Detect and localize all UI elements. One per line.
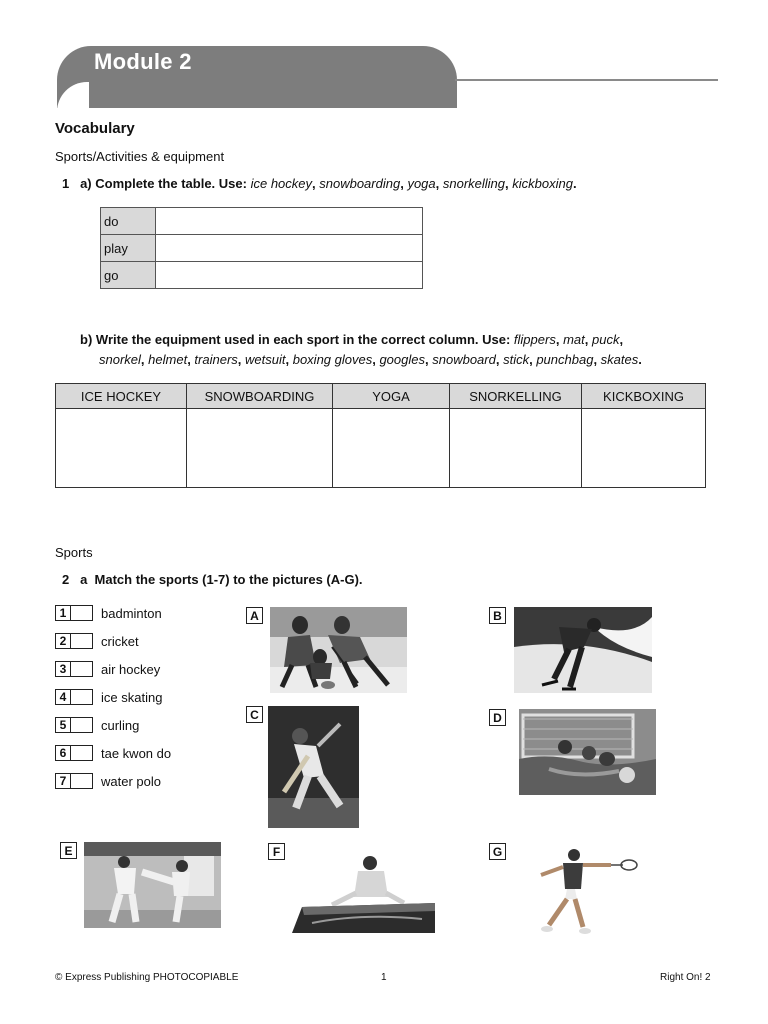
task-1a-instruction: 1 a) Complete the table. Use: ice hockey, snowboarding, yoga, snorkelling, kickboxing. — [62, 176, 577, 191]
answer-box[interactable] — [71, 605, 93, 621]
column-header: KICKBOXING — [582, 384, 706, 409]
answer-cell[interactable] — [582, 409, 706, 488]
item-number: 1 — [55, 605, 71, 621]
list-item — [55, 604, 162, 622]
word: kickboxing — [512, 176, 573, 191]
task-1b-word-list: snorkel, helmet, trainers, wetsuit, boxing gloves, googles, snowboard, stick, punchbag, skates. — [99, 352, 642, 367]
word: flippers — [513, 332, 556, 347]
picture-letter-f: F — [268, 843, 285, 860]
table-header-row — [56, 384, 706, 409]
word: stick — [503, 352, 530, 367]
instruction-text: Write the equipment used in each sport in the correct column. Use: — [95, 332, 511, 347]
answer-box[interactable] — [71, 745, 93, 761]
task-label: b) — [80, 332, 93, 347]
column-header: SNORKELLING — [450, 384, 582, 409]
item-number: 6 — [55, 745, 71, 761]
sport-name: water polo — [101, 773, 161, 789]
answer-box[interactable] — [71, 633, 93, 649]
sports-section-title: Sports — [55, 545, 93, 560]
word: helmet — [148, 352, 188, 367]
answer-cell[interactable] — [56, 409, 187, 488]
task-2-instruction — [62, 572, 363, 587]
verb-table — [100, 207, 423, 289]
list-item — [55, 772, 161, 790]
list-item — [55, 660, 160, 678]
task-label: a — [80, 572, 88, 587]
word: wetsuit — [245, 352, 286, 367]
sport-name: air hockey — [101, 661, 161, 677]
curling-photo — [270, 607, 407, 693]
ice-skating-photo — [514, 607, 652, 693]
word: skates — [600, 352, 639, 367]
table-row — [56, 409, 706, 488]
answer-box[interactable] — [71, 689, 93, 705]
word: ice hockey — [250, 176, 313, 191]
list-item — [55, 688, 162, 706]
sport-name: ice skating — [101, 689, 163, 705]
section-subtitle: Sports/Activities & equipment — [55, 149, 225, 164]
column-header: YOGA — [333, 384, 450, 409]
word: punchbag — [536, 352, 594, 367]
instruction-text: Complete the table. Use: — [95, 176, 247, 191]
word: mat — [563, 332, 585, 347]
verb-label: play — [101, 235, 156, 262]
item-number: 3 — [55, 661, 71, 677]
item-number: 4 — [55, 689, 71, 705]
answer-box[interactable] — [71, 773, 93, 789]
section-title: Vocabulary — [55, 120, 135, 137]
column-header: SNOWBOARDING — [187, 384, 333, 409]
task-1b-instruction: b) Write the equipment used in each sport in the correct column. Use: flippers, mat, puck, — [80, 332, 624, 347]
table-row — [101, 208, 423, 235]
sport-name: tae kwon do — [101, 745, 172, 761]
word: puck — [591, 332, 620, 347]
task-label: a) — [80, 176, 92, 191]
answer-box[interactable] — [71, 717, 93, 733]
header-rule — [455, 79, 718, 81]
column-header: ICE HOCKEY — [56, 384, 187, 409]
item-number: 2 — [55, 633, 71, 649]
word: snorkel — [99, 352, 141, 367]
list-item — [55, 632, 139, 650]
task-number: 2 — [62, 572, 70, 587]
word: googles — [379, 352, 425, 367]
page-number: 1 — [381, 972, 387, 983]
sport-name: badminton — [101, 605, 162, 621]
verb-label: do — [101, 208, 156, 235]
answer-cell[interactable] — [450, 409, 582, 488]
table-row — [101, 262, 423, 289]
picture-letter-g: G — [489, 843, 506, 860]
answer-cell[interactable] — [333, 409, 450, 488]
equipment-table — [55, 383, 706, 488]
verb-label: go — [101, 262, 156, 289]
word: snowboard — [432, 352, 496, 367]
list-item — [55, 716, 139, 734]
answer-cell[interactable] — [156, 208, 423, 235]
picture-letter-c: C — [246, 706, 263, 723]
air-hockey-photo — [292, 843, 435, 933]
word: boxing gloves — [292, 352, 373, 367]
item-number: 5 — [55, 717, 71, 733]
word: yoga — [407, 176, 436, 191]
badminton-photo — [519, 843, 639, 935]
answer-box[interactable] — [71, 661, 93, 677]
instruction-text: Match the sports (1-7) to the pictures (A-G). — [94, 572, 363, 587]
picture-letter-b: B — [489, 607, 506, 624]
sport-name: curling — [101, 717, 140, 733]
cricket-photo — [268, 706, 359, 828]
answer-cell[interactable] — [156, 235, 423, 262]
answer-cell[interactable] — [187, 409, 333, 488]
word: snorkelling — [442, 176, 506, 191]
item-number: 7 — [55, 773, 71, 789]
footer-book-title: Right On! 2 — [660, 972, 711, 983]
table-row — [101, 235, 423, 262]
picture-letter-e: E — [60, 842, 77, 859]
footer-copyright: © Express Publishing PHOTOCOPIABLE — [55, 972, 239, 983]
water-polo-photo — [519, 709, 656, 795]
answer-cell[interactable] — [156, 262, 423, 289]
tae-kwon-do-photo — [84, 842, 221, 928]
module-title: Module 2 — [94, 49, 192, 74]
picture-letter-d: D — [489, 709, 506, 726]
sport-name: cricket — [101, 633, 139, 649]
list-item — [55, 744, 171, 762]
task-number: 1 — [62, 176, 70, 191]
word: trainers — [194, 352, 238, 367]
picture-letter-a: A — [246, 607, 263, 624]
word: snowboarding — [319, 176, 401, 191]
